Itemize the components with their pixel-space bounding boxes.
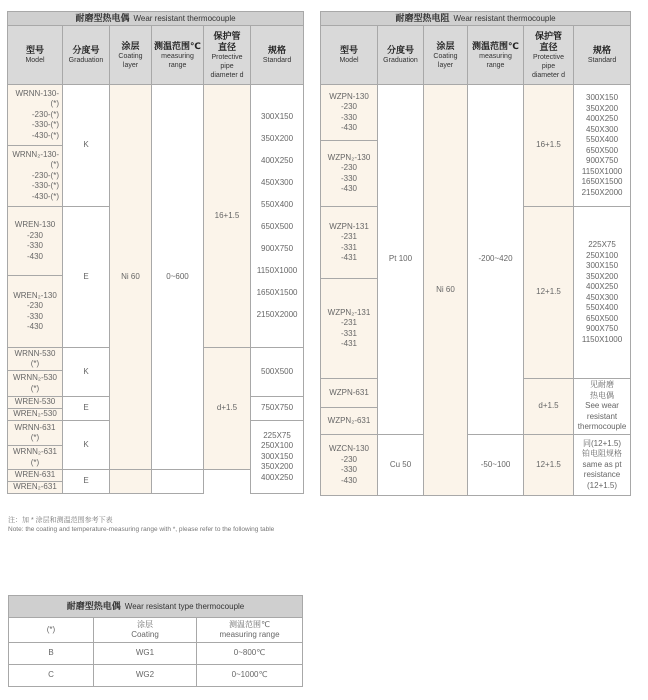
cell-line: 650X500	[586, 313, 619, 323]
model-cell: WZPN-631	[321, 379, 378, 408]
cell-line: 400X250	[586, 282, 619, 291]
table-row	[9, 643, 303, 665]
cell-line: 900X750	[586, 324, 619, 333]
model-cell: WREN-631	[8, 470, 63, 482]
model-cell	[8, 85, 63, 146]
cell-line: (*)	[30, 359, 40, 368]
cell-line: -230	[340, 454, 357, 464]
range-cell: -50~100	[468, 435, 524, 496]
cell-line: WZPN-131	[329, 221, 369, 231]
note-cn: 注：加 * 涂层和测温范围参考下表	[8, 517, 113, 524]
cell-line: WRNN₂-130-	[12, 149, 59, 159]
cell-line: -230	[340, 102, 357, 111]
pipe-diameter-cell: d+1.5	[204, 348, 251, 470]
header-coating: 涂层 Coating layer	[110, 26, 152, 85]
range-cell: -200~420	[468, 85, 524, 435]
graduation-cell: E	[63, 397, 110, 421]
cell-line: 1150X1000	[581, 166, 623, 176]
star-cell: B	[9, 643, 94, 665]
cell-line: -430	[26, 322, 43, 331]
standard-cell	[251, 348, 304, 397]
header-range: 测温范围℃ measuring range	[152, 26, 204, 85]
cell-line: WRNN₂-631	[13, 447, 57, 456]
range-cell-empty	[152, 470, 204, 494]
cell-line: 300X150	[261, 112, 294, 121]
header-model: 型号 Model	[8, 26, 63, 85]
cell-line: 250X100	[261, 441, 294, 451]
cell-line: -430-(*)	[31, 130, 59, 140]
pipe-diameter-cell: 12+1.5	[524, 207, 574, 379]
coating-cell: WG1	[94, 643, 197, 665]
cell-line: -231	[340, 232, 357, 241]
standard-cell	[251, 85, 304, 348]
graduation-cell: E	[63, 470, 110, 494]
standard-cell	[251, 421, 304, 494]
cell-line: -230-(*)	[31, 170, 59, 180]
star-cell: C	[9, 665, 94, 687]
cell-line: 650X500	[261, 222, 294, 231]
cell-line: -330	[26, 311, 43, 321]
header-star: (*)	[9, 618, 94, 643]
header-coating: 涂层 Coating	[94, 618, 197, 643]
rtd-table	[320, 11, 631, 496]
cell-line: 1650X1500	[581, 177, 623, 186]
header-pipe: 保护管 直径 Protective pipe diameter d	[524, 26, 574, 85]
model-cell: WREN-530	[8, 397, 63, 409]
cell-line: 350X200	[586, 271, 619, 281]
header-standard: 规格 Standard	[574, 26, 631, 85]
cell-line: thermocouple	[577, 422, 627, 432]
cell-line: 450X300	[261, 178, 294, 187]
cell-line: 2150X2000	[581, 187, 623, 197]
thermocouple-table	[7, 11, 304, 494]
cell-line: -430	[340, 475, 357, 485]
cell-line: 1150X1000	[256, 266, 298, 275]
cell-line: 300X150	[586, 261, 619, 270]
cell-line: (*)	[30, 433, 40, 442]
cell-line: 500X500	[261, 366, 294, 376]
cell-line: 225X75	[263, 430, 291, 440]
cell-line: WRNN-530	[14, 348, 56, 358]
cell-line: -331	[340, 328, 357, 338]
model-cell	[321, 435, 378, 496]
pipe-diameter-cell: 16+1.5	[524, 85, 574, 207]
graduation-cell: K	[63, 421, 110, 470]
graduation-cell: Cu 50	[378, 435, 424, 496]
cell-line: 300X150	[261, 451, 294, 461]
model-cell: WREN₂-530	[8, 409, 63, 421]
cell-line: -431	[340, 253, 357, 262]
model-cell	[8, 446, 63, 470]
cell-line: resistance	[583, 470, 621, 480]
cell-line: 900X750	[586, 156, 619, 165]
header-pipe: 保护管 直径 Protective pipe diameter d	[204, 26, 251, 85]
standard-cell	[574, 85, 631, 207]
header-model: 型号 Model	[321, 26, 378, 85]
type-table	[8, 595, 303, 687]
header-graduation: 分度号 Graduation	[63, 26, 110, 85]
cell-line: -330	[340, 465, 357, 474]
header-range: 测温范围℃ measuring range	[468, 26, 524, 85]
cell-line: -331	[340, 242, 357, 252]
cell-line: 400X250	[586, 114, 619, 123]
cell-line: 350X200	[261, 134, 294, 143]
graduation-cell: K	[63, 348, 110, 397]
header-coating: 涂层 Coating layer	[424, 26, 468, 85]
header-graduation: 分度号 Graduation	[378, 26, 424, 85]
model-cell	[321, 141, 378, 207]
cell-line: -230-(*)	[31, 109, 59, 119]
cell-line: WRNN₂-530	[13, 373, 57, 382]
model-cell	[8, 421, 63, 446]
range-cell: 0~1000℃	[197, 665, 303, 687]
cell-line: (*)	[50, 160, 59, 170]
cell-line: 550X400	[586, 303, 619, 312]
cell-line: -430	[340, 184, 357, 193]
cell-line: (*)	[50, 99, 59, 109]
cell-line: 热电偶	[590, 390, 615, 400]
cell-line: 400X250	[261, 472, 294, 482]
cell-line: 225X75	[588, 240, 616, 249]
cell-line: 1150X1000	[581, 334, 623, 344]
cell-line: 750X750	[261, 403, 294, 413]
cell-line: 550X400	[261, 200, 294, 209]
cell-line: 400X250	[261, 156, 294, 165]
header-standard: 规格 Standard	[251, 26, 304, 85]
cell-line: WZCN-130	[328, 444, 369, 453]
pipe-diameter-cell: 16+1.5	[204, 85, 251, 348]
table-row	[9, 665, 303, 687]
cell-line: (12+1.5)	[587, 480, 618, 490]
coating-cell-empty	[110, 470, 152, 494]
cell-line: WRNN-130-	[15, 88, 59, 98]
cell-line: 450X300	[586, 124, 619, 134]
header-range: 测温范围℃ measuring range	[197, 618, 303, 643]
cell-line: -430	[340, 123, 357, 132]
cell-line: -430-(*)	[31, 191, 59, 201]
cell-line: 350X200	[586, 103, 619, 113]
cell-line: -230	[26, 301, 43, 310]
standard-cell	[574, 435, 631, 496]
standard-cell	[574, 207, 631, 379]
cell-line: -230	[340, 163, 357, 172]
table-title: 耐磨型热电阻 Wear resistant thermocouple	[321, 12, 631, 26]
model-cell	[321, 207, 378, 279]
cell-line: 300X150	[586, 93, 619, 102]
cell-line: 2150X2000	[256, 310, 298, 319]
cell-line: -431	[340, 339, 357, 348]
cell-line: -430	[26, 251, 43, 261]
pipe-diameter-cell: d+1.5	[524, 379, 574, 435]
cell-line: WREN-130	[14, 220, 56, 229]
cell-line: 650X500	[586, 145, 619, 155]
cell-line: 同(12+1.5)	[583, 438, 622, 448]
model-cell	[8, 207, 63, 276]
cell-line: -330	[340, 112, 357, 122]
table-title: 耐磨型热电偶 Wear resistant type thermocouple	[9, 596, 303, 618]
cell-line: -330	[340, 173, 357, 183]
cell-line: 250X100	[586, 250, 619, 260]
cell-line: -231	[340, 318, 357, 327]
coating-cell: Ni 60	[110, 85, 152, 470]
cell-line: (*)	[30, 457, 40, 467]
graduation-cell: E	[63, 207, 110, 348]
cell-line: 450X300	[586, 292, 619, 302]
coating-cell: Ni 60	[424, 85, 468, 496]
model-cell	[8, 276, 63, 348]
coating-cell: WG2	[94, 665, 197, 687]
cell-line: (*)	[30, 383, 40, 393]
cell-line: WRNN-631	[14, 422, 56, 432]
cell-line: WREN₂-130	[13, 290, 57, 300]
model-cell: WREN₂-631	[8, 482, 63, 494]
cell-line: 900X750	[261, 244, 294, 253]
range-cell: 0~800℃	[197, 643, 303, 665]
cell-line: 1650X1500	[256, 288, 298, 297]
graduation-cell: Pt 100	[378, 85, 424, 435]
cell-line: same as pt	[582, 459, 622, 469]
note-en: Note: the coating and temperature-measuring range with *, please refer to the following table	[8, 526, 275, 533]
cell-line: See wear	[585, 401, 619, 411]
cell-line: -230	[26, 230, 43, 240]
model-cell: WZPN₂-631	[321, 408, 378, 435]
model-cell	[8, 371, 63, 397]
cell-line: resistant	[586, 411, 618, 421]
cell-line: 350X200	[261, 462, 294, 472]
model-cell	[8, 146, 63, 207]
pipe-diameter-cell: 12+1.5	[524, 435, 574, 496]
cell-line: -330	[26, 241, 43, 250]
cell-line: 见耐磨	[590, 380, 615, 390]
cell-line: WZPN₂-131	[327, 307, 371, 317]
table-title: 耐磨型热电偶 Wear resistant thermocouple	[8, 12, 304, 26]
cell-line: 550X400	[586, 135, 619, 144]
cell-line: 铂电阻规格	[582, 449, 623, 459]
cell-line: -330-(*)	[31, 181, 59, 191]
cell-line: WZPN-130	[329, 91, 369, 101]
model-cell	[8, 348, 63, 371]
standard-cell	[251, 397, 304, 421]
standard-cell	[574, 379, 631, 435]
graduation-cell: K	[63, 85, 110, 207]
model-cell	[321, 85, 378, 141]
model-cell	[321, 279, 378, 379]
range-cell: 0~600	[152, 85, 204, 470]
cell-line: WZPN₂-130	[327, 152, 371, 162]
cell-line: -330-(*)	[31, 120, 59, 130]
